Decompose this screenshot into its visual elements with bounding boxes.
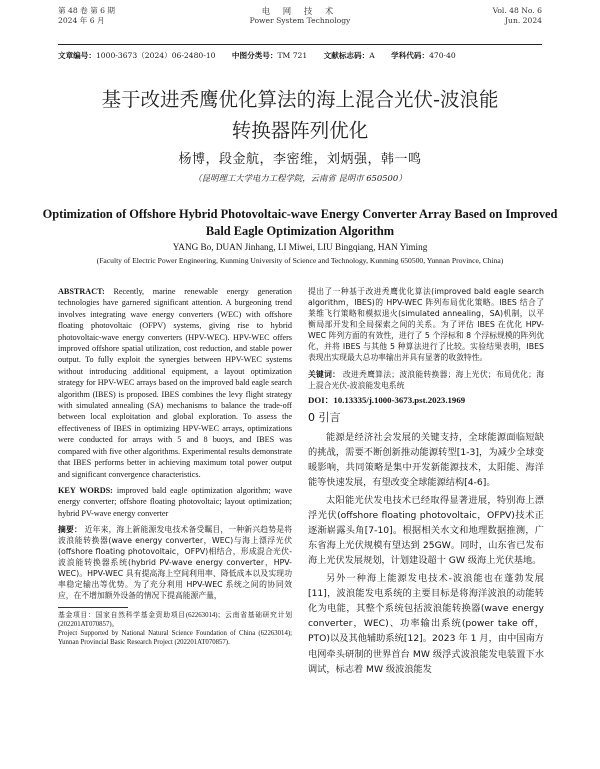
keywords-en [58, 485, 292, 519]
funding-en: Project Supported by National Natural Science Foundation of China (62263014); Yunnan Provincial Basic Research Project (202201AT070857). [58, 630, 292, 647]
journal-title-cn: 电 网 技 术 [261, 6, 339, 16]
subject-label: 学科代码： [391, 51, 430, 60]
abstract-cn-label: 摘要： [58, 525, 82, 535]
article-no: 1000-3673（2024）06-2480-10 [95, 51, 216, 60]
authors-en: YANG Bo, DUAN Jinhang, LI Miwei, LIU Bingqiang, HAN Yiming [172, 242, 428, 252]
clc-code: TM 721 [277, 51, 308, 60]
title-cn-line2: 转换器阵列优化 [231, 119, 369, 142]
abstract-cn-part1 [58, 524, 292, 601]
issue-date-en: Jun. 2024 [505, 16, 542, 25]
doi: DOI：10.13335/j.1000-3673.pst.2023.1969 [308, 395, 466, 405]
header-divider [58, 44, 542, 45]
title-en: Optimization of Offshore Hybrid Photovoltaic-wave Energy Converter Array Based on Improved Bald Eagle Optimization Algorithm [42, 207, 558, 238]
affiliation-cn: （昆明理工大学电力工程学院，云南省 昆明市 650500） [193, 173, 407, 183]
doc-code: A [369, 51, 375, 60]
abstract-cn-text-part2: 提出了一种基于改进秃鹰优化算法(improved bald eagle search algorithm，IBES)的 HPV-WEC 阵列布局优化策略。IBES 结合了莱维飞行策略和模拟退火(simulated annealing，SA)机制，以平衡局部开发和全局探索之间的关系。为了评估 IBES 在优化 HPV-WEC 阵列方面的有效性，进行了 5 个浮标和 8 个浮标规模的阵列优化，并将 IBES 与其他 5 种算法进行了比较。实验结果表明，IBES 表现出实现最大总功率输出并具有显著的收敛特性。 [308, 287, 544, 362]
abstract-cn-part2 [308, 286, 544, 363]
title-cn [20, 84, 580, 146]
abstract-cn-text-part1: 近年来，海上新能源发电技术备受瞩目，一种新兴趋势是将波浪能转换器(wave energy converter，WEC)与海上漂浮光伏(offshore floating photovoltaic，OFPV)相结合，形成混合光伏-波浪能转换器系统(hybrid PV-wave energy converter，HPV-WEC)。HPV-WEC 具有提高海上空间利用率、降低成本以及实现功率稳定输出等优势。为了充分利用 HPV-WEC 系统之间的协同效应，在不增加额外设备的情况下提高能源产量， [58, 525, 293, 601]
funding-cn: 基金项目：国家自然科学基金资助项目(62263014)；云南省基础研究计划(202201AT070857)。 [58, 612, 292, 629]
article-no-label: 文章编号： [58, 51, 96, 60]
abstract-en-label: ABSTRACT: [58, 287, 105, 296]
subject-code: 470·40 [429, 51, 456, 60]
keywords-en-text: improved bald eagle optimization algorithm; wave energy converter; offshore floating photovoltaic; layout optimization; hybrid PV-wave energy converter [58, 485, 293, 518]
clc-label: 中图分类号： [231, 51, 278, 60]
affiliation-en: (Faculty of Electric Power Engineering, Kunming University of Science and Technology, Kunming 650500, Yunnan Province, China) [96, 256, 504, 265]
body-paragraph: 另外一种海上能源发电技术-波浪能也在蓬勃发展[11]，波浪能发电系统的主要目标是将海洋波浪的动能转化为电能，其整个系统包括波浪能转换器(wave energy converter，WEC)、功率输出系统(power take off，PTO)以及其他辅助系统[12]。2023 年 1 月，由中国南方电网牵头研制的世界首台 MW 级浮式波浪能发电装置下水调试，标志着 MW 级波浪能发 [308, 572, 544, 675]
journal-header [58, 6, 542, 46]
left-column [58, 286, 292, 647]
footnote-divider [58, 607, 128, 608]
right-column [308, 286, 544, 679]
keywords-cn-text: 改进秃鹰算法；波浪能转换器；海上光伏；布局优化；海上混合光伏-波浪能发电系统 [308, 370, 545, 390]
keywords-cn [308, 369, 544, 391]
abstract-en-text: Recently, marine renewable energy generation technologies have garnered significant attention. A burgeoning trend involves integrating wave energy converters (WEC) with offshore floating photovoltaic (OFPV) systems, giving rise to hybrid photovoltaic-wave energy converters (HPV-WEC). HPV-WEC offers improved offshore spatial utilization, cost reduction, and stable power output. To fully exploit the synergies between HPV-WEC systems without introducing additional equipment, a layout optimization strategy for HPV-WEC arrays based on the improved bald eagle search algorithm (IBES) is proposed. IBES combines the levy flight strategy with simulated annealing (SA) mechanisms to balance the trade-off between local exploitation and global exploration. To assess the effectiveness of IBES in optimizing HPV-WEC arrays, optimizations were conducted for arrays with 5 and 8 buoys, and IBES was compared with five other algorithms. Experimental results demonstrate that IBES performs better in achieving maximum total power output and significant convergence characteristics. [58, 287, 293, 479]
section-heading: 0 引言 [308, 411, 341, 425]
header-center [58, 6, 542, 26]
authors-cn: 杨博，段金航，李密维，刘炳强，韩一鸣 [178, 152, 422, 167]
volume-number-en: Vol. 48 No. 6 [492, 6, 542, 15]
journal-title-en: Power System Technology [249, 16, 351, 25]
article-meta [58, 50, 542, 61]
issue-date-cn: 2024 年 6 月 [58, 16, 105, 25]
body-paragraph: 能源是经济社会发展的关键支持，全球能源面临短缺的挑战，需要不断创新推动能源转型[1-3]，为减少全球变暖影响，共同策略是集中开发新能源技术，太阳能、海洋能等快速发展，有望改变全球能源结构[4-6]。 [308, 431, 544, 489]
volume-issue: 第 48 卷 第 6 期 [58, 6, 115, 15]
keywords-cn-label: 关键词： [308, 370, 341, 379]
abstract-en [58, 286, 292, 480]
header-right [493, 6, 542, 26]
title-cn-line1: 基于改进秃鹰优化算法的海上混合光伏-波浪能 [101, 88, 499, 111]
doc-code-label: 文献标志码： [323, 51, 370, 60]
keywords-en-label: KEY WORDS: [58, 485, 113, 495]
body-paragraph: 太阳能光伏发电技术已经取得显著进展，特别海上漂浮光伏(offshore floating photovoltaic，OFPV)技术正逐渐崭露头角[7-10]。根据相关水文和地理数据推测，广东省海上光伏规模有望达到 25GW。同时，山东省已发布海上光伏发展规划，计划建设超十 GW 级海上光伏基地。 [308, 494, 544, 567]
